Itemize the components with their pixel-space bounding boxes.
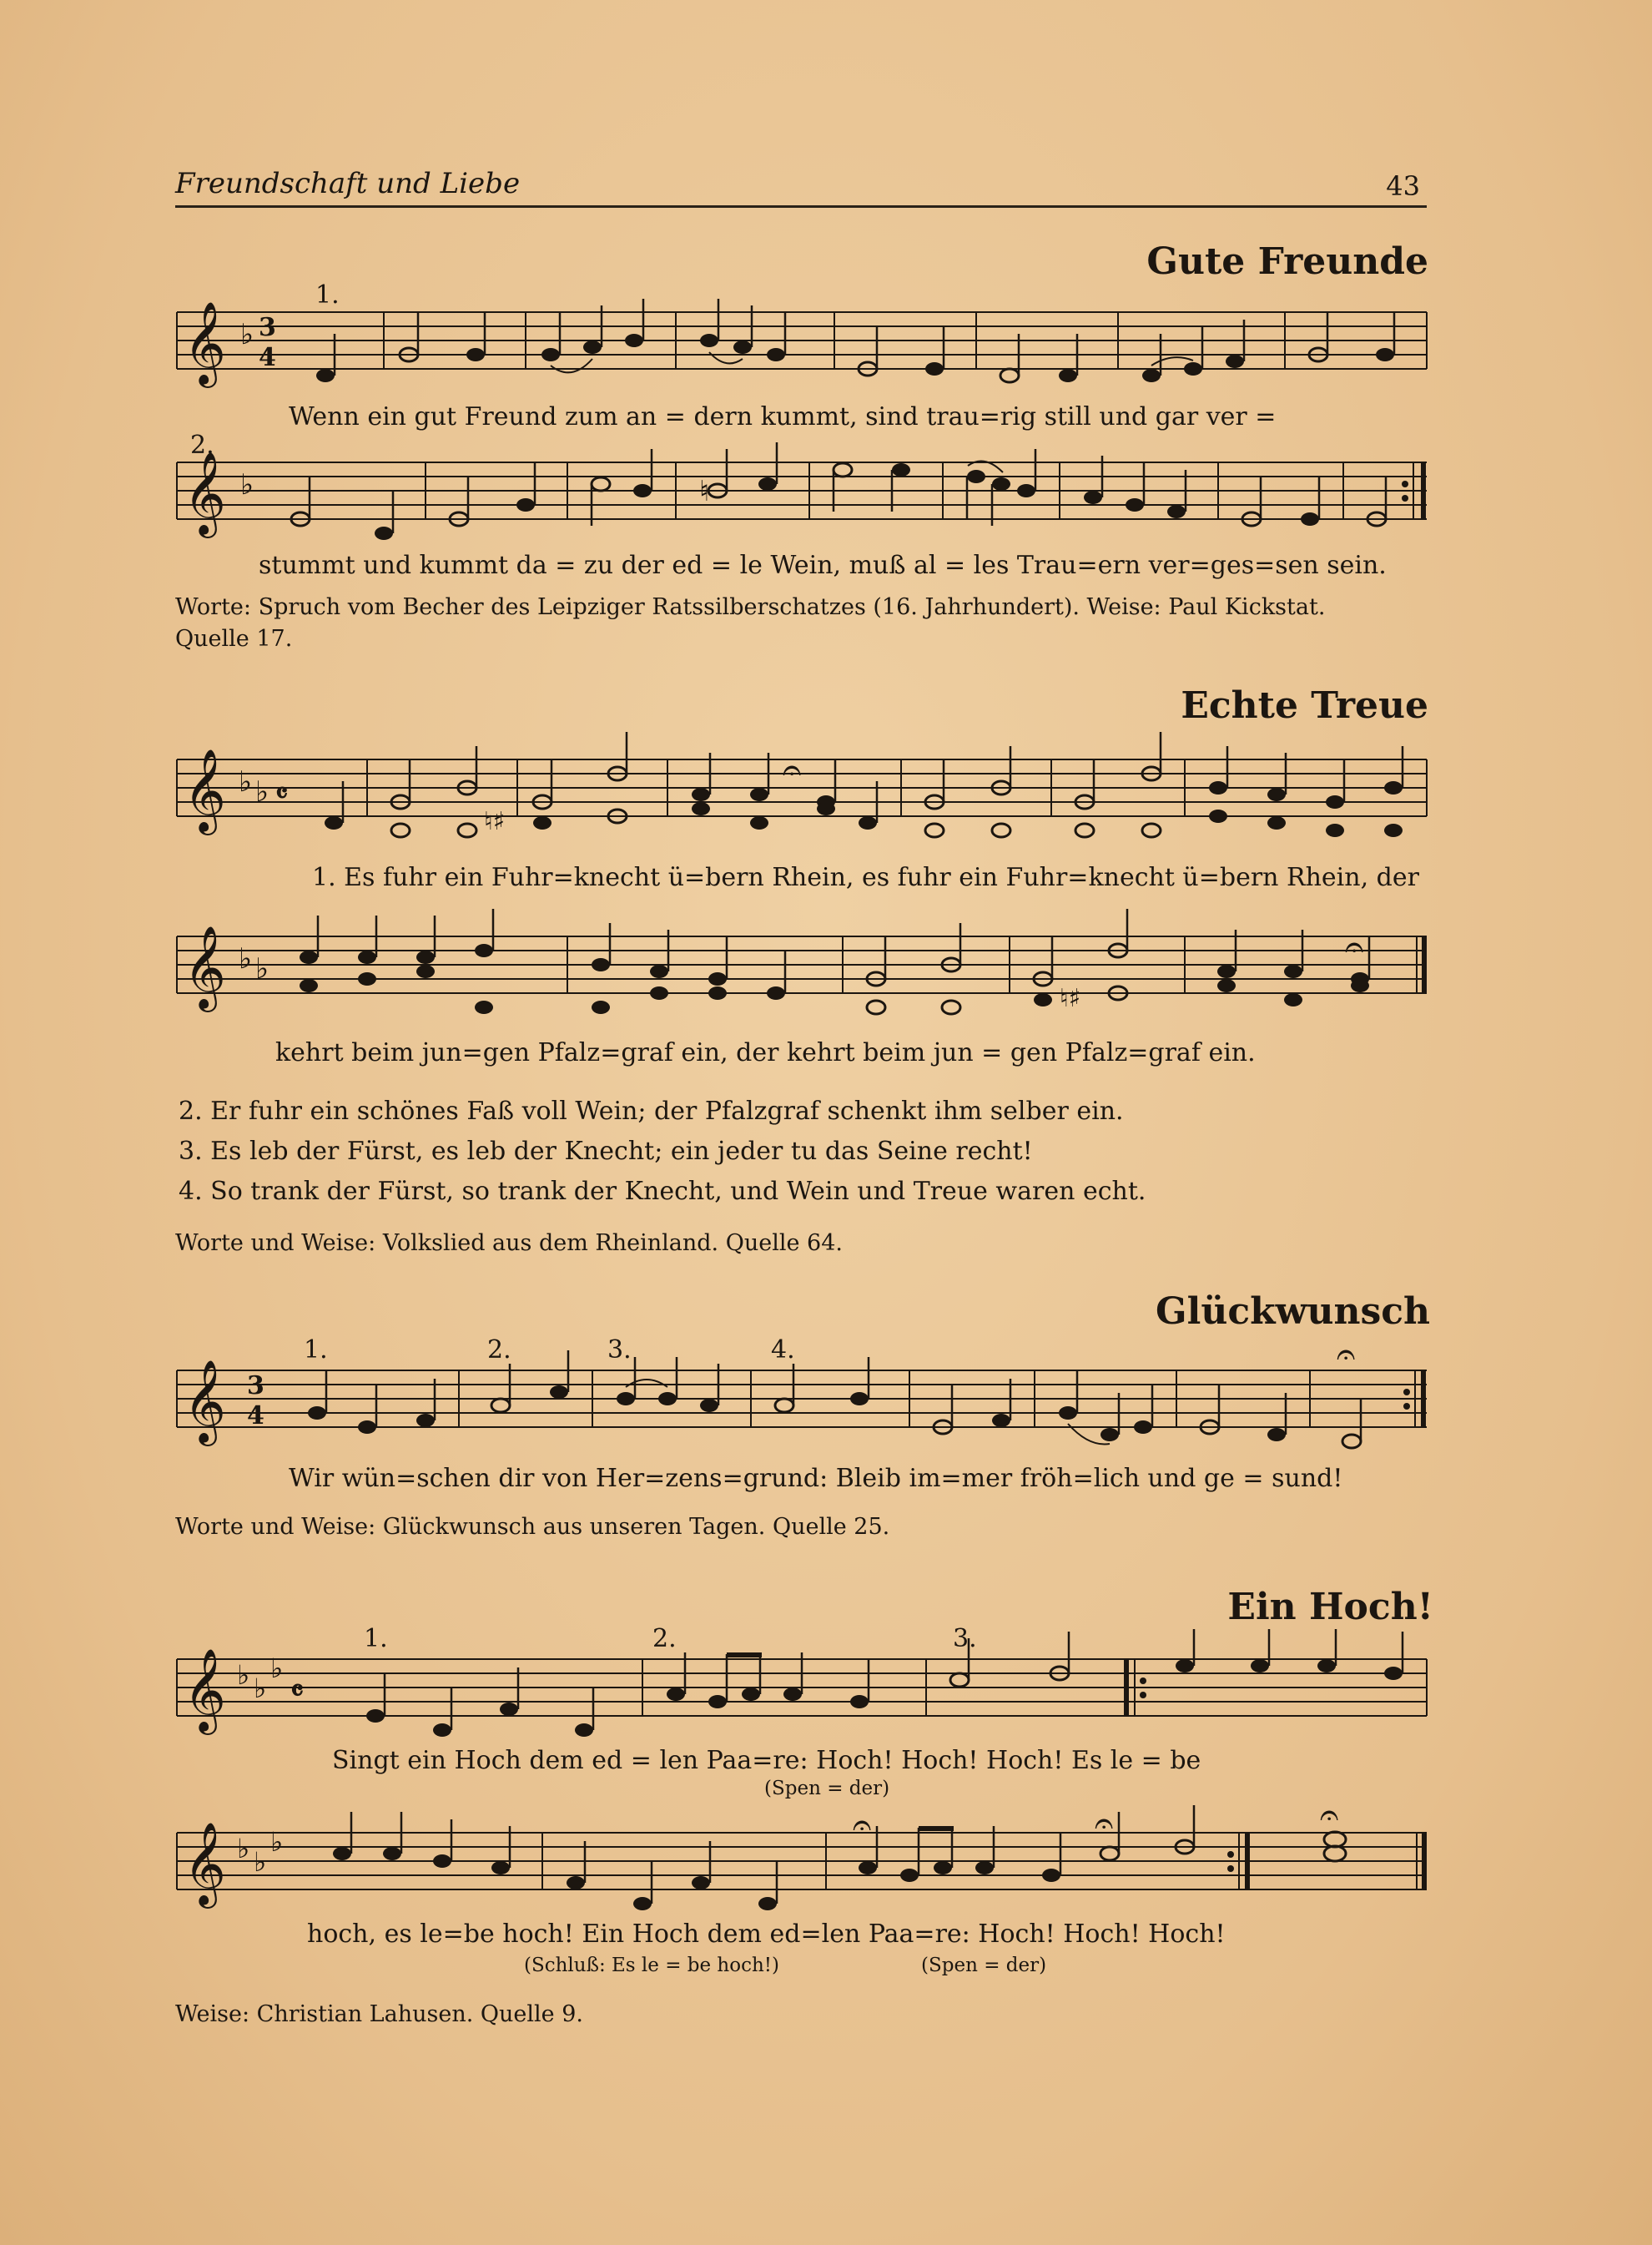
glueckwunsch-ending-4: 4. (771, 1335, 795, 1365)
svg-text:♭: ♭ (240, 318, 254, 351)
svg-text:𝄐: 𝄐 (1320, 1803, 1339, 1834)
svg-text:♭: ♭ (255, 775, 269, 809)
svg-text:♮: ♮ (699, 475, 710, 508)
svg-text:4: 4 (247, 1401, 264, 1430)
svg-text:♭: ♭ (239, 765, 253, 799)
svg-text:♭: ♭ (239, 942, 253, 976)
svg-text:𝄴: 𝄴 (275, 777, 289, 810)
sublyric-spender-2: (Spen = der) (921, 1955, 1047, 1976)
source-gute-freunde: Quelle 17. (175, 626, 293, 652)
svg-text:𝄐: 𝄐 (1095, 1804, 1114, 1843)
section-title: Freundschaft und Liebe (175, 167, 521, 200)
glueckwunsch-ending-3: 3. (607, 1335, 632, 1365)
lyric-gute-freunde-2: stummt und kummt da = zu der ed = le Wein, muß al = les Trau=ern ver=ges=sen sein. (259, 551, 1387, 580)
svg-text:♭: ♭ (240, 468, 254, 502)
staff-gute-freunde-2 (175, 434, 1428, 551)
svg-text:♮♯: ♮♯ (1060, 984, 1081, 1013)
credit-glueckwunsch: Worte und Weise: Glückwunsch aus unseren Tagen. Quelle 25. (175, 1514, 890, 1540)
svg-text:𝄐: 𝄐 (1337, 1335, 1356, 1374)
staff-glueckwunsch (175, 1335, 1428, 1461)
lyric-ein-hoch-1: Singt ein Hoch dem ed = len Paa=re: Hoch! Hoch! Hoch! Es le = be (332, 1746, 1201, 1775)
svg-text:𝄞: 𝄞 (184, 1360, 226, 1443)
song-title-echte-treue: Echte Treue (1181, 684, 1428, 727)
svg-text:𝄐: 𝄐 (853, 1806, 872, 1844)
verse-4: 4. So trank der Fürst, so trank der Knecht, und Wein und Treue waren echt. (179, 1177, 1146, 1206)
svg-text:♭: ♭ (270, 1652, 284, 1684)
credit-echte-treue: Worte und Weise: Volkslied aus dem Rheinland. Quelle 64. (175, 1230, 843, 1256)
song-title-gute-freunde: Gute Freunde (1146, 240, 1428, 283)
svg-text:𝄞: 𝄞 (184, 749, 226, 832)
sublyric-spender-1: (Spen = der) (764, 1778, 890, 1799)
svg-text:𝄞: 𝄞 (184, 452, 226, 535)
svg-text:𝄴: 𝄴 (290, 1673, 305, 1708)
lyric-echte-treue-2: kehrt beim jun=gen Pfalz=graf ein, der kehrt beim jun = gen Pfalz=graf ein. (275, 1038, 1256, 1067)
svg-text:𝄞: 𝄞 (184, 926, 226, 1009)
svg-text:♭: ♭ (254, 1846, 267, 1878)
svg-text:♭: ♭ (237, 1833, 250, 1864)
credit-ein-hoch: Weise: Christian Lahusen. Quelle 9. (175, 2001, 583, 2027)
page-number: 43 (1386, 170, 1420, 202)
staff-echte-treue-1 (175, 726, 1428, 851)
lyric-echte-treue-1: 1. Es fuhr ein Fuhr=knecht ü=bern Rhein, es fuhr ein Fuhr=knecht ü=bern Rhein, der (312, 863, 1419, 892)
svg-text:𝄞: 𝄞 (184, 301, 226, 385)
svg-text:3: 3 (247, 1371, 264, 1400)
staff-echte-treue-2 (175, 903, 1428, 1028)
verse-3: 3. Es leb der Fürst, es leb der Knecht; ein jeder tu das Seine recht! (179, 1137, 1033, 1166)
lyric-ein-hoch-2: hoch, es le=be hoch! Ein Hoch dem ed=len Paa=re: Hoch! Hoch! Hoch! (307, 1920, 1226, 1949)
credit-gute-freunde: Worte: Spruch vom Becher des Leipziger Ratssilberschatzes (16. Jahrhundert). Weise: Paul Kickstat. (175, 594, 1326, 620)
svg-text:𝄐: 𝄐 (783, 751, 802, 790)
song-title-glueckwunsch: Glückwunsch (1156, 1290, 1430, 1333)
svg-text:𝄞: 𝄞 (184, 1648, 226, 1732)
lyric-gute-freunde-1: Wenn ein gut Freund zum an = dern kummt, sind trau=rig still und gar ver = (289, 402, 1277, 431)
glueckwunsch-ending-1: 1. (304, 1335, 328, 1365)
svg-text:♭: ♭ (255, 952, 269, 986)
ein-hoch-ending-3: 3. (953, 1624, 977, 1653)
staff-gute-freunde-1 (175, 284, 1428, 401)
sublyric-schluss: (Schluß: Es le = be hoch!) (524, 1955, 779, 1976)
svg-text:4: 4 (259, 343, 276, 372)
svg-text:♭: ♭ (237, 1659, 250, 1691)
svg-text:𝄐: 𝄐 (1345, 928, 1364, 966)
svg-text:♮♯: ♮♯ (484, 807, 506, 836)
lyric-glueckwunsch: Wir wün=schen dir von Her=zens=grund: Bleib im=mer fröh=lich und ge = sund! (289, 1464, 1343, 1493)
svg-text:𝄞: 𝄞 (184, 1822, 226, 1905)
ein-hoch-ending-1: 1. (364, 1624, 388, 1653)
svg-text:♭: ♭ (270, 1826, 284, 1858)
glueckwunsch-ending-2: 2. (487, 1335, 511, 1365)
running-header (175, 164, 1427, 208)
verse-2: 2. Er fuhr ein schönes Faß voll Wein; der Pfalzgraf schenkt ihm selber ein. (179, 1097, 1124, 1126)
ending-2-marker: 2. (190, 431, 214, 460)
staff-ein-hoch-2 (175, 1803, 1428, 1928)
ein-hoch-ending-2: 2. (652, 1624, 677, 1653)
song-title-ein-hoch: Ein Hoch! (1227, 1586, 1433, 1628)
svg-text:3: 3 (259, 313, 276, 342)
svg-text:♭: ♭ (254, 1672, 267, 1704)
ending-1-marker: 1. (315, 280, 340, 310)
